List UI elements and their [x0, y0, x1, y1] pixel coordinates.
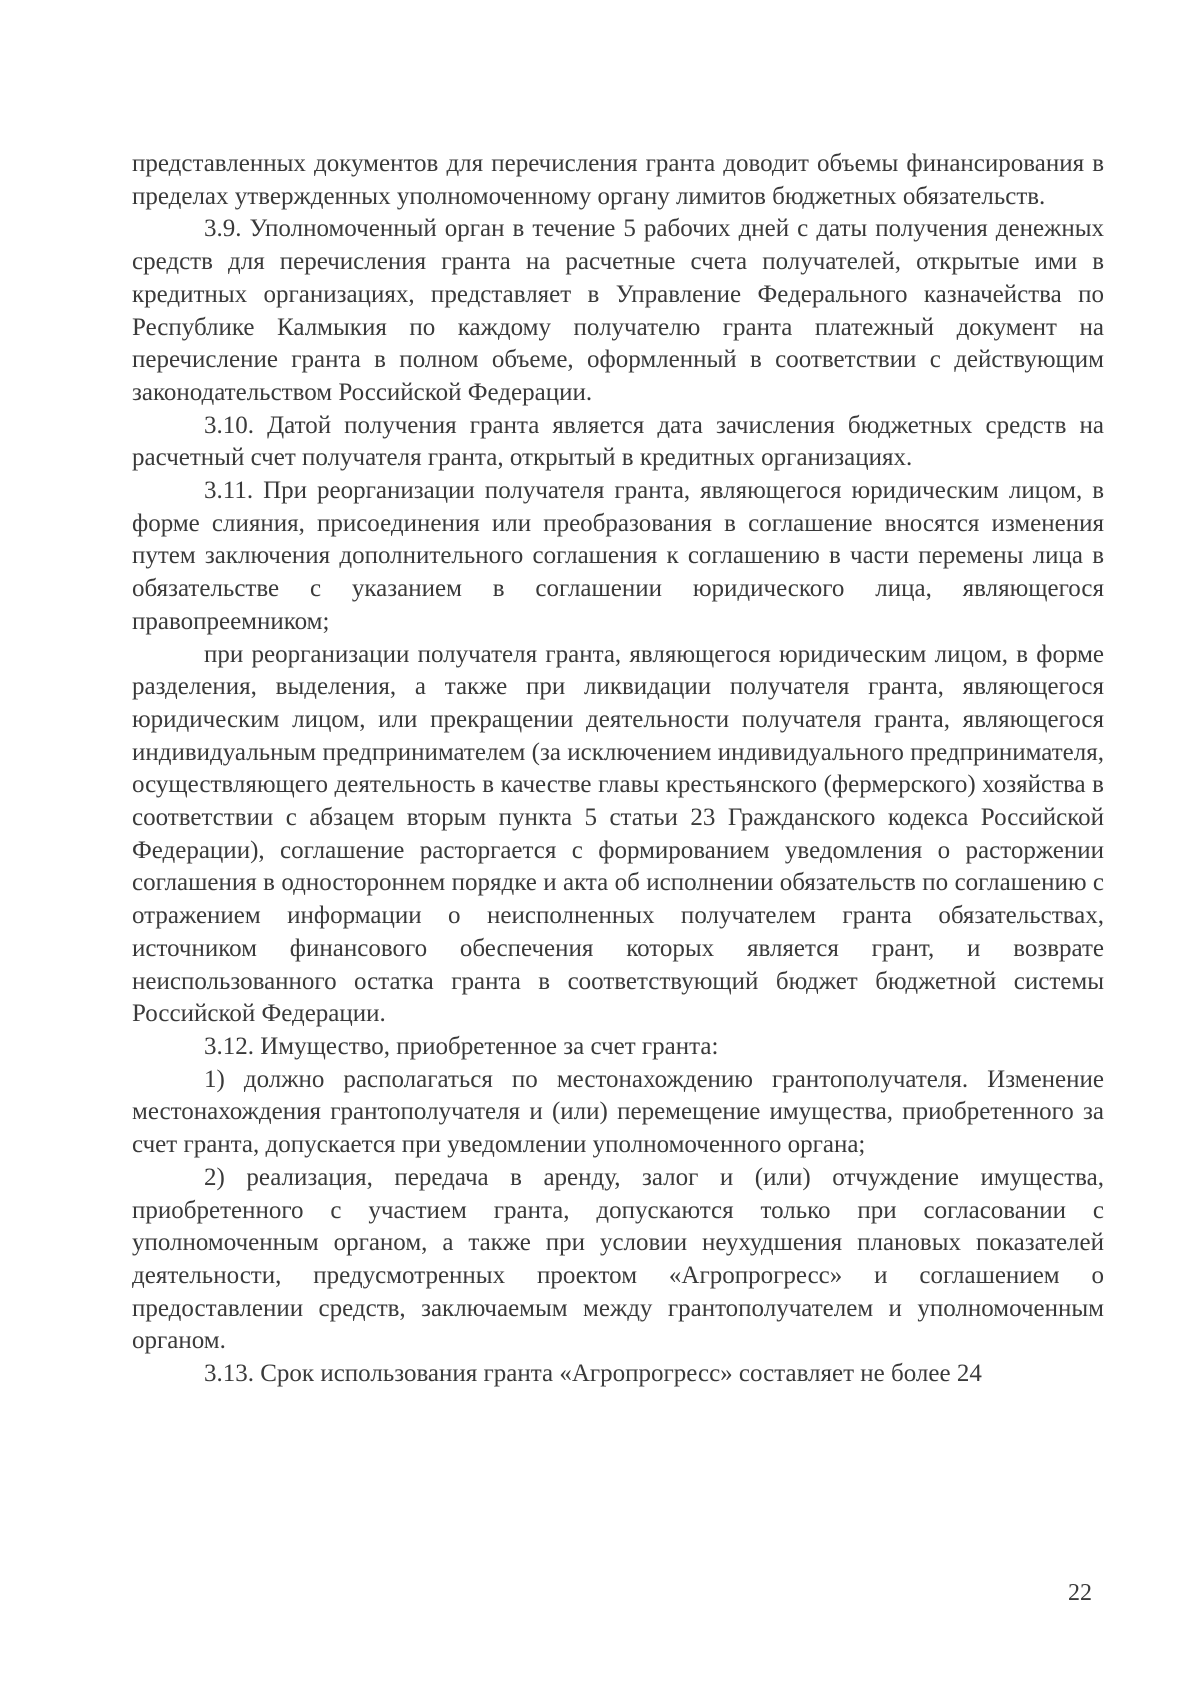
paragraph-3-11-second: при реорганизации получателя гранта, являющегося юридическим лицом, в форме разделения, выделения, а также при ликвидации получателя гранта, являющегося юридическим лицом, или прекращении деятельности получателя гранта, являющегося индивидуальным предпринимателем (за исключением индивидуального предпринимателя, осуществляющего деятельность в качестве главы крестьянского (фермерского) хозяйства в соответствии с абзацем вторым пункта 5 статьи 23 Гражданского кодекса Российской Федерации), соглашение расторгается с формированием уведомления о расторжении соглашения в одностороннем порядке и акта об исполнении обязательств по соглашению с отражением информации о неисполненных получателем гранта обязательствах, источником финансового обеспечения которых является грант, и возврате неиспользованного остатка гранта в соответствующий бюджет бюджетной системы Российской Федерации. — [132, 640, 1104, 1028]
paragraph-3-10: 3.10. Датой получения гранта является дата зачисления бюджетных средств на расчетный счет получателя гранта, открытый в кредитных организациях. — [132, 411, 1104, 472]
paragraph-3-12-item-1: 1) должно располагаться по местонахождению грантополучателя. Изменение местонахождения грантополучателя и (или) перемещение имущества, приобретенного за счет гранта, допускается при уведомлении уполномоченного органа; — [132, 1065, 1104, 1159]
paragraph-3-9: 3.9. Уполномоченный орган в течение 5 рабочих дней с даты получения денежных средств для перечисления гранта на расчетные счета получателей, открытые ими в кредитных организациях, представляет в Управление Федерального казначейства по Республике Калмыкия по каждому получателю гранта платежный документ на перечисление гранта в полном объеме, оформленный в соответствии с действующим законодательством Российской Федерации. — [132, 215, 1104, 406]
paragraph-3-11: 3.11. При реорганизации получателя гранта, являющегося юридическим лицом, в форме слияния, присоединения или преобразования в соглашение вносятся изменения путем заключения дополнительного соглашения к соглашению в части перемены лица в обязательстве с указанием в соглашении юридического лица, являющегося правопреемником; — [132, 477, 1104, 635]
page-number: 22 — [1068, 1580, 1092, 1606]
paragraph-3-13: 3.13. Срок использования гранта «Агропрогресс» составляет не более 24 — [204, 1360, 982, 1388]
paragraph-3-12: 3.12. Имущество, приобретенное за счет гранта: — [204, 1032, 719, 1060]
paragraph-3-12-item-2: 2) реализация, передача в аренду, залог и (или) отчуждение имущества, приобретенного с участием гранта, допускаются только при согласовании с уполномоченным органом, а также при условии неухудшения плановых показателей деятельности, предусмотренных проектом «Агропрогресс» и соглашением о предоставлении средств, заключаемым между грантополучателем и уполномоченным органом. — [132, 1163, 1104, 1355]
document-body — [132, 148, 1104, 1391]
paragraph-continuation: представленных документов для перечисления гранта доводит объемы финансирования в пределах утвержденных уполномоченному органу лимитов бюджетных обязательств. — [132, 150, 1104, 210]
